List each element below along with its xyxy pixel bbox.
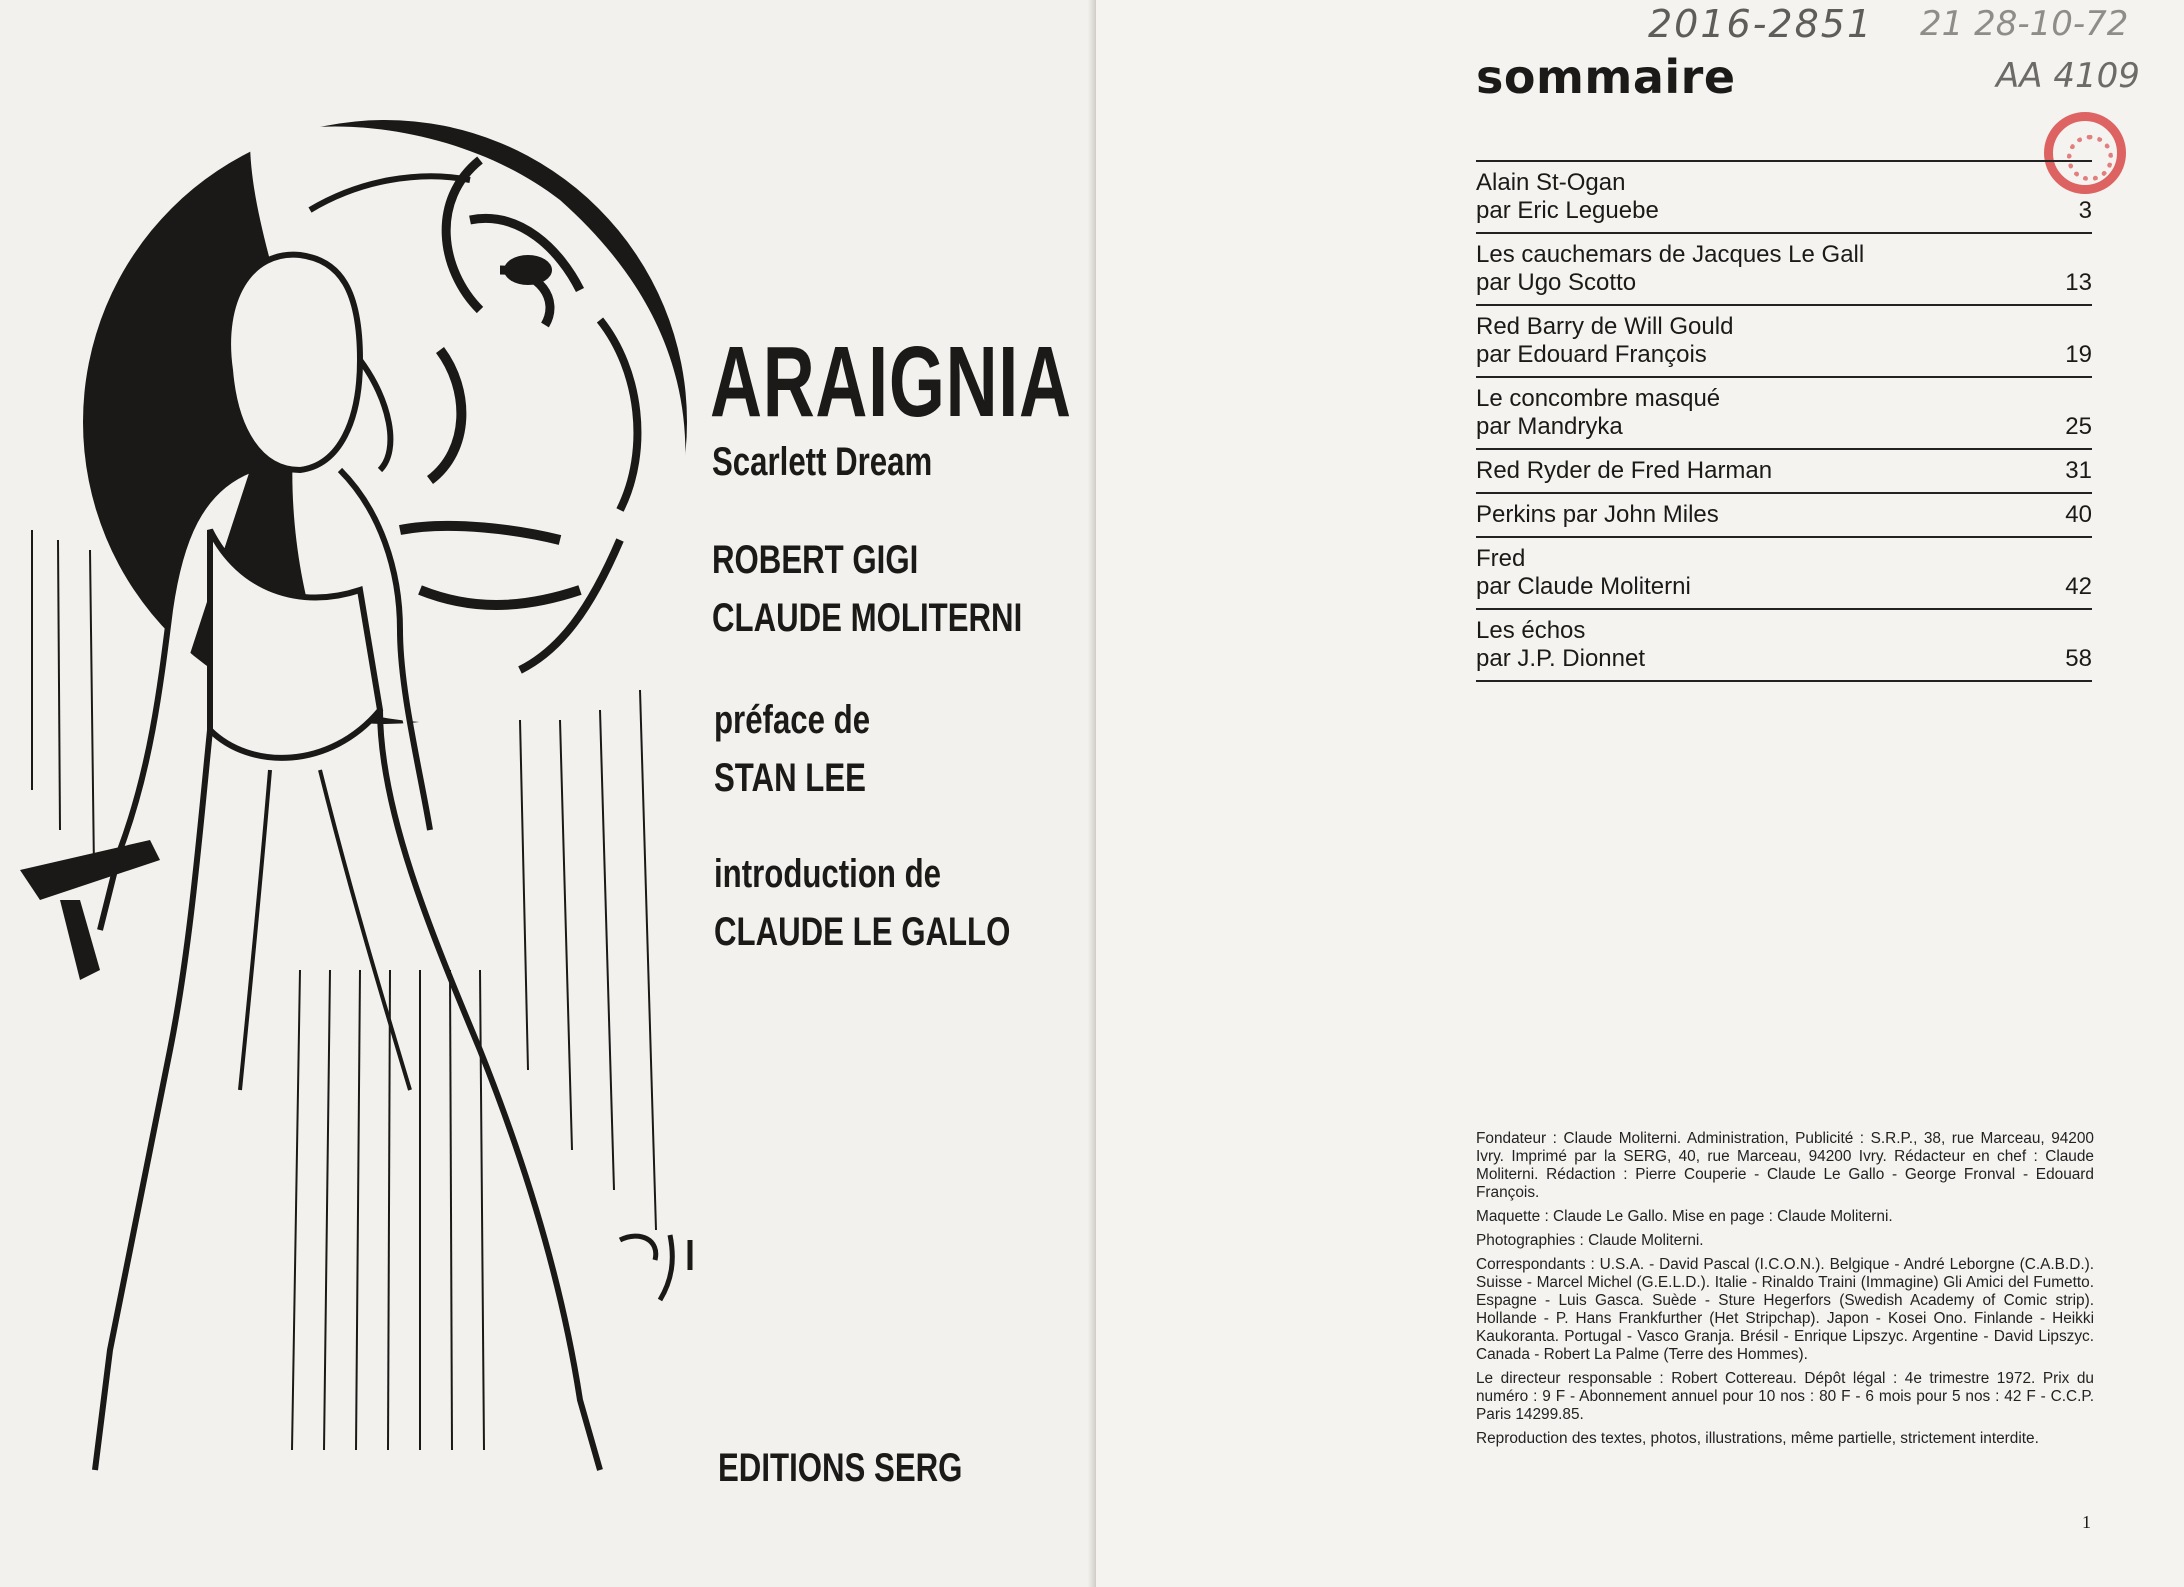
gun-shape bbox=[20, 840, 160, 980]
toc-entry[interactable] bbox=[1476, 450, 2092, 494]
introduction-label: introduction de bbox=[714, 852, 942, 896]
toc-page-number: 31 bbox=[2065, 457, 2092, 484]
toc-entry[interactable] bbox=[1476, 162, 2092, 234]
toc-page-number: 25 bbox=[2065, 413, 2092, 440]
toc-entry[interactable] bbox=[1476, 306, 2092, 378]
author-name: ROBERT GIGI bbox=[712, 538, 919, 582]
preface-label: préface de bbox=[714, 698, 871, 742]
colophon-paragraph: Reproduction des textes, photos, illustrations, même partielle, strictement interdite. bbox=[1476, 1430, 2039, 1447]
toc-page-number: 42 bbox=[2065, 573, 2092, 600]
publisher-name: EDITIONS SERG bbox=[718, 1446, 963, 1490]
toc-entry-title: Le concombre masqué bbox=[1476, 385, 1721, 412]
toc-entry-title: Perkins par John Miles bbox=[1476, 501, 1719, 528]
comic-illustration bbox=[0, 70, 700, 1520]
colophon-paragraph: Photographies : Claude Moliterni. bbox=[1476, 1232, 1704, 1249]
toc-entry-author: par Edouard François bbox=[1476, 341, 1707, 368]
toc-entry[interactable] bbox=[1476, 538, 2092, 610]
colophon-paragraph: Le directeur responsable : Robert Cottereau. Dépôt légal : 4e trimestre 1972. Prix du numéro : 9 F - Abonnement annuel pour 10 nos : 80 F - 6 mois pour 5 nos : 42 F - C.C.P. Paris 14299.85. bbox=[1476, 1370, 2094, 1423]
toc-page-number: 19 bbox=[2065, 341, 2092, 368]
toc-entry-author: par Eric Leguebe bbox=[1476, 197, 1659, 224]
toc-page-number: 13 bbox=[2065, 269, 2092, 296]
contents-heading: sommaire bbox=[1476, 50, 1736, 104]
toc-entry-author: par J.P. Dionnet bbox=[1476, 645, 1645, 672]
colophon-paragraph: Maquette : Claude Le Gallo. Mise en page : Claude Moliterni. bbox=[1476, 1208, 1893, 1225]
colophon bbox=[1476, 1130, 2094, 1454]
book-title: ARAIGNIA bbox=[710, 326, 1072, 438]
toc-page-number: 58 bbox=[2065, 645, 2092, 672]
preface-author: STAN LEE bbox=[714, 756, 866, 800]
page-number: 1 bbox=[2082, 1512, 2091, 1532]
toc-entry-title: Alain St-Ogan bbox=[1476, 169, 1626, 196]
introduction-author: CLAUDE LE GALLO bbox=[714, 910, 1011, 954]
toc-entry-title: Red Barry de Will Gould bbox=[1476, 313, 1734, 340]
handwritten-note: 2016-2851 bbox=[1648, 2, 1874, 46]
artist-signature bbox=[620, 1235, 690, 1300]
toc-entry-title: Fred bbox=[1476, 545, 1526, 572]
toc-entry-author: par Claude Moliterni bbox=[1476, 573, 1691, 600]
toc-entry-title: Red Ryder de Fred Harman bbox=[1476, 457, 1773, 484]
toc-page-number: 40 bbox=[2065, 501, 2092, 528]
colophon-paragraph: Fondateur : Claude Moliterni. Administration, Publicité : S.R.P., 38, rue Marceau, 94200 Ivry. Imprimé par la SERG, 40, rue Marceau, 94200 Ivry. Rédacteur en chef : Claude Moliterni. Rédaction : Pierre Couperie - Claude Le Gallo - George Fronval - Edouard François. bbox=[1476, 1130, 2094, 1201]
toc-entry[interactable] bbox=[1476, 610, 2092, 682]
toc-entry-author: par Ugo Scotto bbox=[1476, 269, 1637, 296]
table-of-contents bbox=[1476, 160, 2092, 682]
toc-entry[interactable] bbox=[1476, 494, 2092, 538]
toc-page-number: 3 bbox=[2078, 197, 2092, 224]
colophon-paragraph: Correspondants : U.S.A. - David Pascal (I.C.O.N.). Belgique - André Leborgne (C.A.B.D.). Suisse - Marcel Michel (G.E.L.D.). Italie - Rinaldo Traini (Immagine) Gli Amici del Fumetto. Espagne - Luis Gasca. Suède - Sture Hegerfors (Swedish Academy of Comic strip). Hollande - P. Hans Frankfurther (Het Stripchap). Japon - Kosei Ono. Finlande - Heikki Kaukoranta. Portugal - Vasco Granja. Brésil - Enrique Lipszyc. Argentine - David Lipszyc. Canada - Robert La Palme (Terre des Hommes). bbox=[1476, 1256, 2094, 1363]
toc-entry-author: par Mandryka bbox=[1476, 413, 1623, 440]
toc-entry-title: Les échos bbox=[1476, 617, 1586, 644]
handwritten-note: AA 4109 bbox=[1996, 56, 2140, 96]
handwritten-note: 21 28-10-72 bbox=[1920, 4, 2129, 44]
toc-entry[interactable] bbox=[1476, 378, 2092, 450]
book-subtitle: Scarlett Dream bbox=[712, 440, 933, 484]
author-name: CLAUDE MOLITERNI bbox=[712, 596, 1023, 640]
toc-entry-title: Les cauchemars de Jacques Le Gall bbox=[1476, 241, 1865, 268]
toc-entry[interactable] bbox=[1476, 234, 2092, 306]
